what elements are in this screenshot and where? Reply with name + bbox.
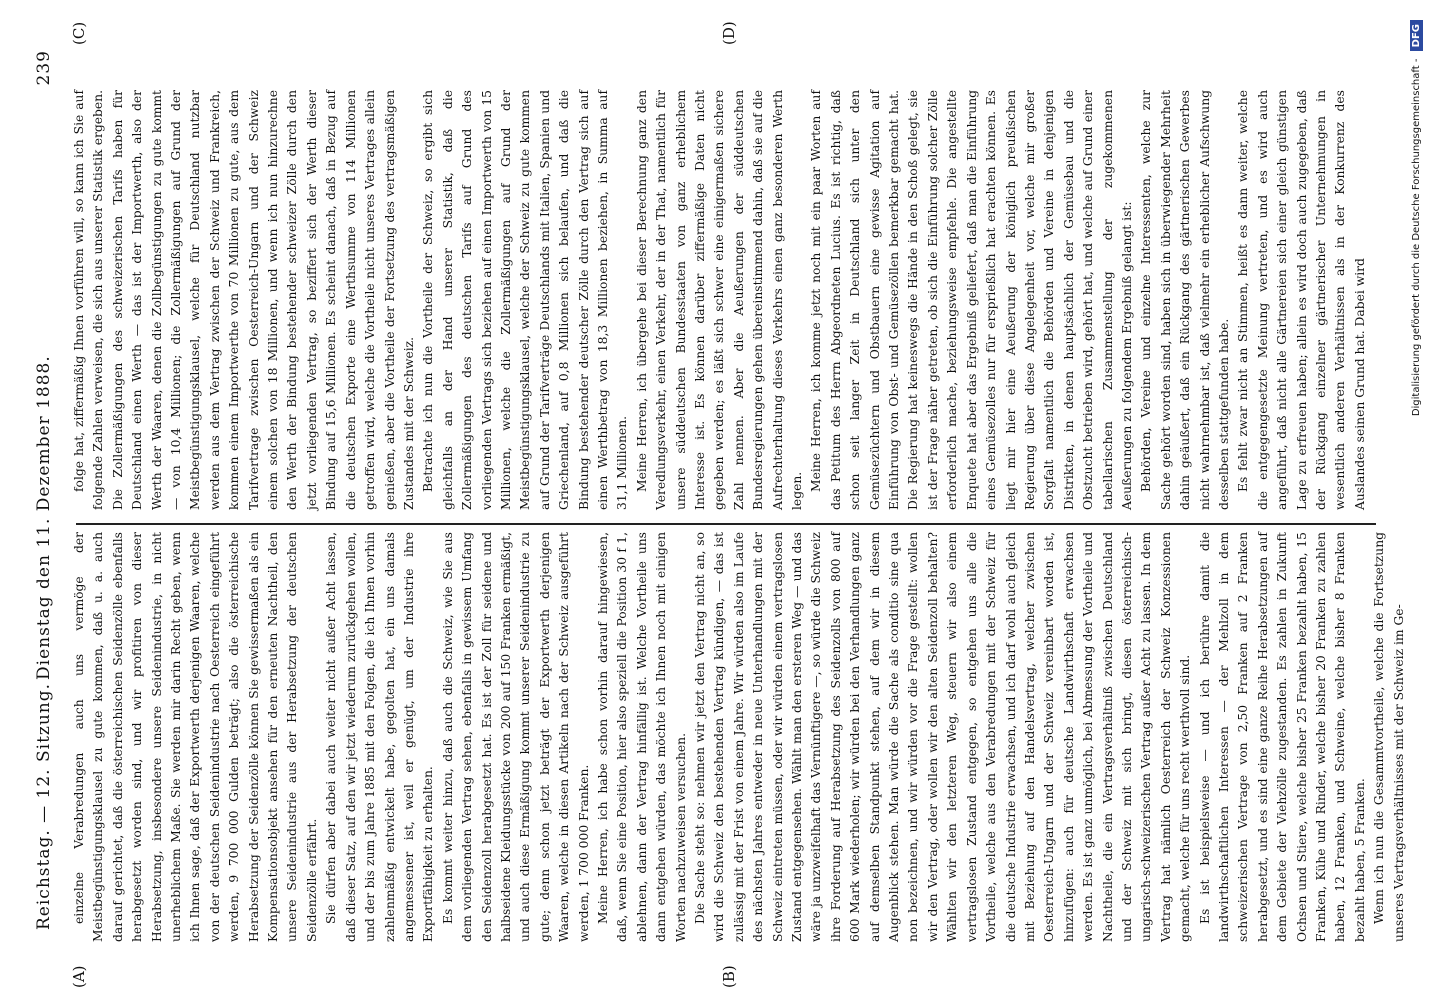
quoted-paragraph: Behörden, Vereine und einzelne Interessenten, welche zur Sache gehört worden sind, haben sich in überwiegender Mehrheit dahin geäußert, daß ein Rückgang des gärtnerischen Gewerbes nicht wahrnehmbar ist, daß vielmehr ein erheblicher Aufschwung desselben stattgefunden habe. bbox=[1139, 90, 1231, 510]
paragraph: Betrachte ich nun die Vortheile der Schweiz, so ergibt sich gleichfalls an der Hand unserer Statistik, daß die Zollermäßigungen des deutschen Tarifs auf Grund des vorliegenden Vertrags sich beziehen auf einen Importwerth von 15 Millionen, welche die Zollermäßigungen auf Grund der Meistbegünstigungsklausel, welche der Schweiz zu gute kommen auf Grund der Tarifverträge Deutschlands mit Italien, Spanien und Griechenland, auf 0,8 Millionen sich belaufen, und daß die Bindung bestehender deutscher Zölle durch den Vertrag sich auf einen Werthbetrag von 18,3 Millionen beziehen, in Summa auf 31,1 Millionen. bbox=[421, 90, 630, 510]
column-divider bbox=[76, 523, 1376, 525]
header-date: Dienstag den 11. Dezember 1888. bbox=[34, 355, 54, 680]
margin-mark-a: (A) bbox=[70, 965, 88, 988]
left-text-column bbox=[70, 532, 1406, 942]
paragraph: Meine Herren, ich übergehe bei dieser Berechnung ganz den Veredlungsverkehr, einen Verkehr, der in der That, namentlich für unsere süddeutschen Bundesstaaten von ganz erheblichem Interesse ist. Es können darüber ziffermäßige Daten nicht gegeben werden; es läßt sich schwer eine einigermaßen sichere Zahl nennen. Aber die Aeußerungen der süddeutschen Bundesregierungen gehen übereinstimmend dahin, daß sie auf die Aufrechterhaltung dieses Verkehrs einen ganz besonderen Werth legen. bbox=[634, 90, 805, 510]
paragraph: Die Sache steht so: nehmen wir jetzt den Vertrag nicht an, so wird die Schweiz den bestehenden Vertrag kündigen, — das ist zulässig mit der Frist von einem Jahre. Wir würden also im Laufe des nächsten Jahres entweder in neue Unterhandlungen mit der Schweiz eintreten müssen, oder wir würden einem vertragslosen Zustand entgegensehen. Wählt man den ersteren Weg — und das wäre ja unzweifelhaft das Vernünftigere —, so würde die Schweiz ihre Forderung auf Herabsetzung des Seidenzolls von 800 auf 600 Mark wiederholen; wir würden bei den Verhandlungen ganz auf demselben Standpunkt stehen, auf dem wir in diesem Augenblick stehen. Man würde die Sache als conditio sine qua non bezeichnen, und wir würden vor die Frage gestellt: wollen wir den Vertrag, oder wollen wir den alten Seidenzoll behalten? Wählten wir den letzteren Weg, steuern wir also einem vertragslosen Zustand entgegen, so entgehen uns alle die Vortheile, welche aus den Verabredungen mit der Schweiz für die deutsche Industrie erwachsen, und ich darf wohl auch gleich mit Beziehung auf den Handelsvertrag, welcher zwischen Oesterreich-Ungarn und der Schweiz vereinbart worden ist, hinzufügen: auch für deutsche Landwirthschaft erwachsen werden. Es ist ganz unmöglich, bei Abmessung der Vortheile und Nachtheile, die ein Vertragsverhältniß zwischen Deutschland und der Schweiz mit sich bringt, diesen österreichisch-ungarisch-schweizerischen Vertrag außer Acht zu lassen. In dem Vertrag hat nämlich Oesterreich der Schweiz Konzessionen gemacht, welche für uns recht werthvoll sind. bbox=[693, 532, 1193, 942]
dfg-logo: DFG bbox=[1410, 20, 1423, 51]
margin-mark-d: (D) bbox=[720, 21, 738, 45]
page-header bbox=[18, 50, 66, 930]
paragraph: folge hat, ziffermäßig Ihnen vorführen will, so kann ich Sie auf folgende Zahlen verweisen, die sich aus unserer Statistik ergeben. Die Zollermäßigungen des schweizerischen Tarifs haben für Deutschland einen Werth — das ist der Importwerth, also der Werth der Waaren, denen die Zollbegünstigungen zu gute kommt — von 10,4 Millionen; die Zollermäßigungen auf Grund der Meistbegünstigungsklausel, welche für Deutschland nutzbar werden aus dem Vertrag zwischen der Schweiz und Frankreich, kommen einem Importwerthe von 70 Millionen zu gute, aus dem Tarifvertrage zwischen Oesterreich-Ungarn und der Schweiz einem solchen von 18 Millionen, und wenn ich nun hinzurechne den Werth der Bindung bestehender schweizer Zölle durch den jetzt vorliegenden Vertrag, so beziffert sich der Werth dieser Bindung auf 15,6 Millionen. Es scheint danach, daß in Bezug auf die deutschen Exporte eine Werthsumme von 114 Millionen getroffen wird, welche die Vortheile nicht unseres Vertrages allein genießen, aber die Vortheile der Fortsetzung des vertragsmäßigen Zustandes mit der Schweiz. bbox=[72, 90, 416, 510]
paragraph: Es fehlt zwar nicht an Stimmen, heißt es dann weiter, welche die entgegengesetzte Meinung vertreten, und es wird auch angeführt, daß nicht alle Gärtnereien sich einer gleich günstigen Lage zu erfreuen haben; allein es wird doch auch zugegeben, daß der Rückgang einzelner gärtnerischer Unternehmungen in wesentlich anderen Verhältnissen als in der Konkurrenz des Auslandes seinen Grund hat. Dabei wird bbox=[1236, 90, 1367, 510]
paragraph: Sie dürfen aber dabei auch weiter nicht außer Acht lassen, daß dieser Satz, auf den wir jetzt wiederum zurückgehen wollen, und der bis zum Jahre 1885 mit den Folgen, die ich Ihnen vorhin zahlenmäßig entwickelt habe, gegolten hat, ein uns damals angemessener ist, weil er genügt, um der Industrie ihre Exportfähigkeit zu erhalten. bbox=[324, 532, 436, 942]
paragraph: Es kommt weiter hinzu, daß auch die Schweiz, wie Sie aus dem vorliegenden Vertrag sehen, ebenfalls in gewissem Umfang den Seidenzoll herabgesetzt hat. Es ist der Zoll für seidene und halbseidene Kleidungsstücke von 200 auf 150 Franken ermäßigt, und auch diese Ermäßigung kommt unserer Seidenindustrie zu gute; denn schon jetzt beträgt der Exportwerth derjenigen Waaren, welche in diesen Artikeln nach der Schweiz ausgeführt werden, 1 700 000 Franken. bbox=[440, 532, 591, 942]
digitization-note: Digitalisierung gefördert durch die Deutsche Forschungsgemeinschaft - bbox=[1411, 58, 1422, 417]
paragraph: Meine Herren, ich komme jetzt noch mit ein paar Worten auf das Petitum des Herrn Abgeordneten Lucius. Es ist richtig, daß schon seit langer Zeit in Deutschland sich unter den Gemüsezüchtern und Obstbauern eine gewisse Agitation auf Einführung von Obst- und Gemüsezöllen bemerkbar gemacht hat. Die Regierung hat keineswegs die Hände in den Schoß gelegt, sie ist der Frage näher getreten, ob sich die Einführung solcher Zölle erforderlich mache, beziehungsweise empfehle. Die angestellte Enquete hat aber das Ergebniß geliefert, daß man die Einführung eines Gemüsezolles nur für ersprießlich hat erachten können. Es liegt mir hier eine Aeußerung der königlich preußischen Regierung über diese Angelegenheit vor, welche mir großer Sorgfalt namentlich die Behörden und Vereine in denjenigen Distrikten, in denen hauptsächlich der Gemüsebau und die Obstzucht betrieben wird, gehört hat, und welche auf Grund einer tabellarischen Zusammenstellung der zugekommenen Aeußerungen zu folgendem Ergebniß gelangt ist: bbox=[809, 90, 1134, 510]
margin-mark-c: (C) bbox=[70, 21, 88, 45]
paragraph: Wenn ich nun die Gesammtvortheile, welche die Fortsetzung unseres Vertragsverhältnisses mit der Schweiz im Ge- bbox=[1372, 532, 1406, 942]
margin-mark-b: (B) bbox=[720, 965, 738, 988]
right-text-column bbox=[70, 90, 1370, 510]
digitization-footer bbox=[1410, 20, 1423, 580]
header-session: Reichstag. — 12. Sitzung. bbox=[34, 682, 54, 930]
paragraph: einzelne Verabredungen auch uns vermöge der Meistbegünstigungsklausel zu gute kommen, daß u. a. auch darauf gerichtet, daß die österreichischen Seidenzölle ebenfalls herabgesetzt worden sind, und wir profitiren von dieser Herabsetzung, insbesondere unsere Seidenindustrie, in nicht unerheblichem Maße. Sie werden mir darin Recht geben, wenn ich Ihnen sage, daß der Exportwerth derjenigen Waaren, welche von der deutschen Seidenindustrie nach Oesterreich eingeführt werden, 9 700 000 Gulden beträgt; also die österreichische Herabsetzung der Seidenzölle können Sie gewissermaßen als ein Kompensationsobjekt ansehen für den erneuten Nachtheil, den unsere Seidenindustrie aus der Herabsetzung der deutschen Seidenzölle erfährt. bbox=[72, 532, 319, 942]
paragraph: Es ist beispielsweise — und ich berühre damit die landwirthschaftlichen Interessen — der Mehlzoll in dem schweizerischen Vertrage von 2,50 Franken auf 2 Franken herabgesetzt, und es sind eine ganze Reihe Herabsetzungen auf dem Gebiete der Viehzölle zugestanden. Es zahlen in Zukunft Ochsen und Stiere, welche bisher 25 Franken bezahlt haben, 15 Franken, Kühe und Rinder, welche bisher 20 Franken zu zahlen haben, 12 Franken, und Schweine, welche bisher 8 Franken bezahlt haben, 5 Franken. bbox=[1197, 532, 1367, 942]
paragraph: Meine Herren, ich habe schon vorhin darauf hingewiesen, daß, wenn Sie eine Position, hier also speziell die Position 30 f 1, ablehnen, dann der Vertrag hinfällig ist. Welche Vortheile uns dann entgehen würden, das möchte ich Ihnen noch mit einigen Worten nachzuweisen versuchen. bbox=[595, 532, 688, 942]
page-number: 239 bbox=[34, 50, 54, 86]
